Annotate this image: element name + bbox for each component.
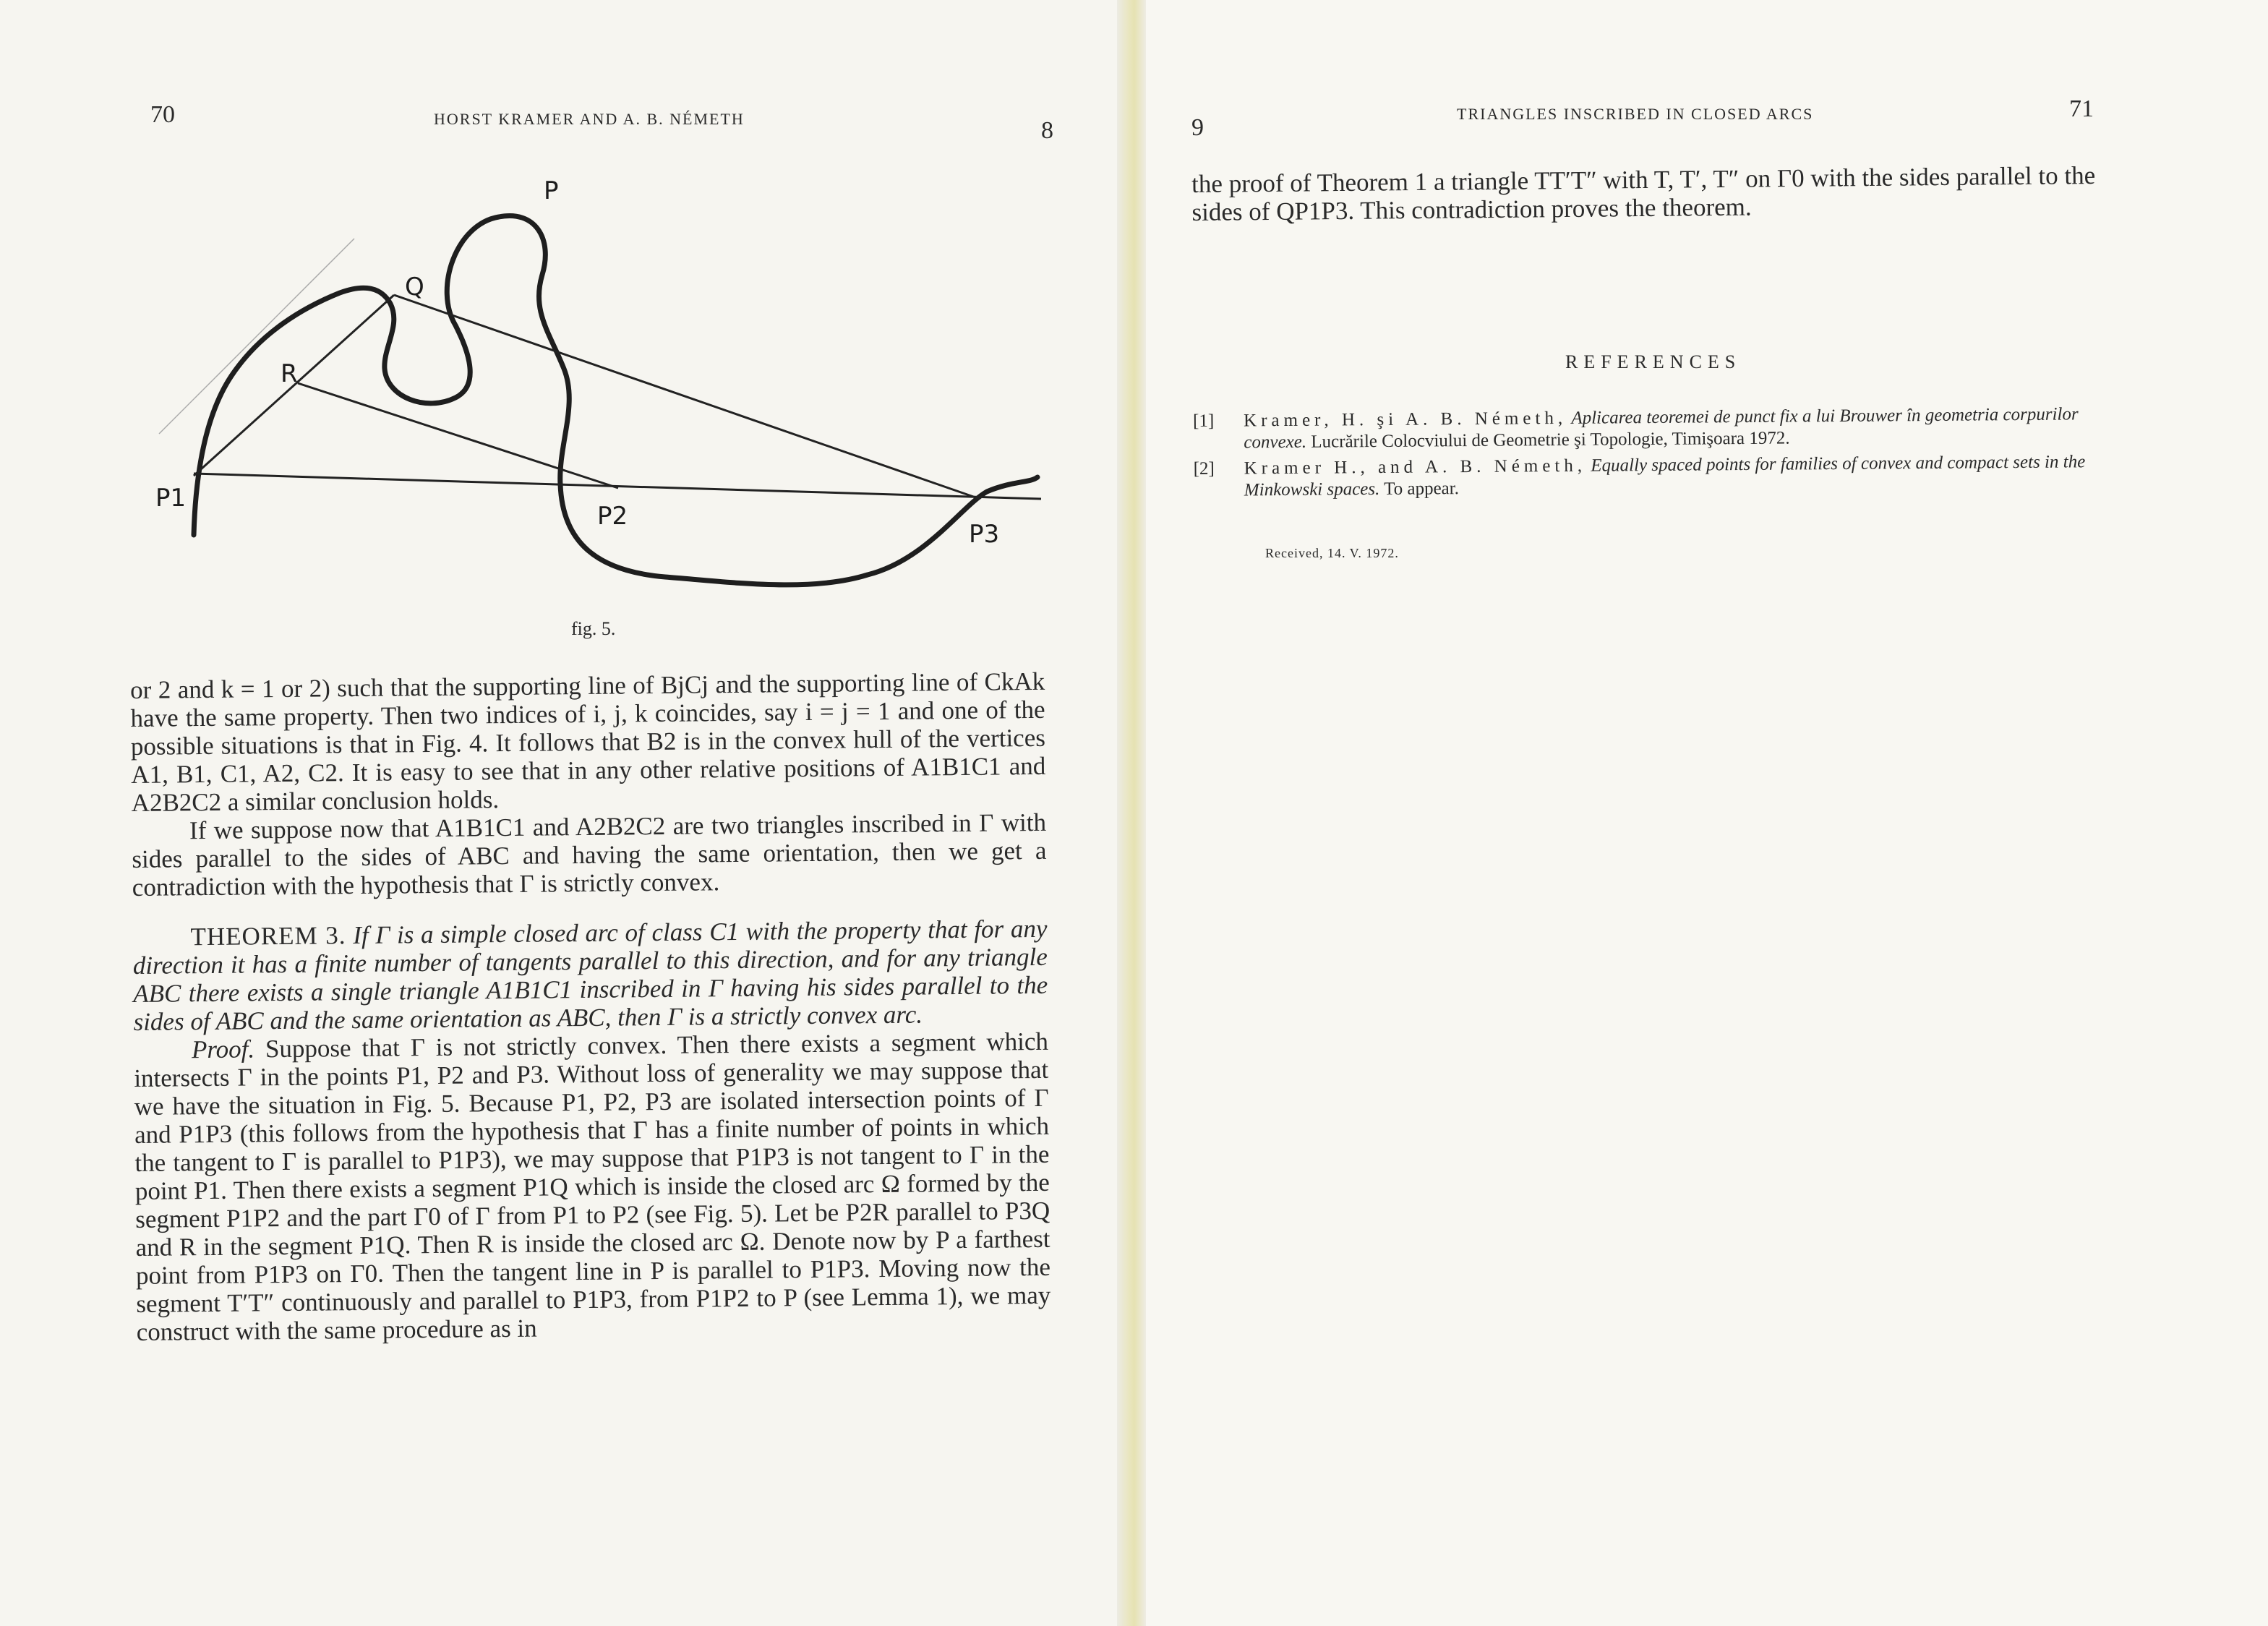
reference-title: Aplicarea teoremei de punct fix a lui Brouwer în geometria corpurilor convexe. [1244,404,2079,453]
theorem-3 [132,915,1048,1036]
reference-details: To appear. [1384,479,1460,499]
corner-mark-left: 8 [1041,117,1053,144]
label-q: Q [405,273,424,301]
paragraph-1: or 2 and k = 1 or 2) such that the supporting line of BjCj and the supporting line of CkAk have the same property. Then two indices of i, j, k coincides, say i = j = 1 and one of the possible situations is that in Fig. 4. It follows that B2 is in the convex hull of the vertices A1, B1, C1, A2, C2. It is easy to see that in any other relative positions of A1B1C1 and A2B2C2 a similar conclusion holds. [130,667,1046,817]
running-head-left: HORST KRAMER AND A. B. NÉMETH [434,110,745,128]
right-page [1146,0,2268,1626]
label-p: P [544,176,559,205]
references-list [1193,403,2097,506]
label-p1: P1 [155,484,187,513]
reference-number: [2] [1193,458,1215,479]
faint-guide-line [159,239,354,434]
left-page [0,0,1117,1626]
page-number-left: 70 [150,101,175,128]
page-number-right: 71 [2069,95,2094,122]
references-heading: REFERENCES [1565,351,1742,372]
right-body-text [1191,161,2096,226]
reference-title: Equally spaced points for families of convex and compact sets in the Minkowski spaces. [1244,452,2086,500]
corner-mark-right: 9 [1191,114,1204,141]
continuation-paragraph: the proof of Theorem 1 a triangle TT′T″ with T, T′, T″ on Γ0 with the sides parallel to the sides of QP1P3. This contradiction proves the theorem. [1191,161,2096,226]
proof-text: Suppose that Γ is not strictly convex. Then there exists a segment which intersects Γ in the points P1, P2 and P3. Without loss of generality we may suppose that we have the situation in Fig. 5. Because P1, P2, P3 are isolated intersection points of Γ and P1P3 (this follows from the hypothesis that Γ has a finite number of points in which the tangent to Γ is parallel to P1P3), we may suppose that P1P3 is not tangent to Γ in the point P1. Then there exists a segment P1Q which is inside the closed arc Ω formed by the segment P1P2 and the part Γ0 of Γ from P1 to P2 (see Fig. 5). Let be P2R parallel to P3Q and R in the segment P1Q. Then R is inside the closed arc Ω. Denote now by P a farthest point from P1P3 on Γ0. Then the tangent line in P is parallel to P1P3. Moving now the segment T′T″ continuously and parallel to P1P3, from P1P2 to P (see Lemma 1), we may construct with the same procedure as in [134,1027,1051,1346]
reference-authors: Kramer, H. şi A. B. Németh, [1244,408,1567,431]
line-p1-p3 [194,474,1041,499]
figure-caption: fig. 5. [571,618,616,639]
received-date: Received, 14. V. 1972. [1265,546,1399,560]
theorem-text: If Γ is a simple closed arc of class C1 with the property that for any direction it has a finite number of tangents parallel to this direction, and for any triangle ABC there exists a single triangle A1B1C1 inscribed in Γ having his sides parallel to the sides of ABC and the same orientation as ABC, then Γ is a strictly convex arc. [132,914,1048,1036]
figure-5 [116,159,1056,607]
line-q-p3 [394,295,980,499]
label-p3: P3 [969,520,1000,549]
figure-5-drawing [116,159,1056,607]
theorem-label: THEOREM 3. [190,921,346,951]
reference-item [1193,403,2097,454]
proof [134,1027,1051,1346]
label-r: R [281,359,298,388]
reference-item [1194,451,2097,502]
running-head-right: TRIANGLES INSCRIBED IN CLOSED ARCS [1457,105,1814,123]
paragraph-2: If we suppose now that A1B1C1 and A2B2C2 are two triangles inscribed in Γ with sides parallel to the sides of ABC and having the same orientation, then we get a contradiction with the hypothesis that Γ is strictly convex. [132,808,1047,902]
proof-label: Proof. [191,1035,255,1064]
left-body-text [130,667,1051,1346]
label-p2: P2 [597,502,628,531]
reference-number: [1] [1193,411,1215,431]
reference-authors: Kramer H., and A. B. Németh, [1244,455,1587,479]
reference-details: Lucrările Colocviului de Geometrie şi Topologie, Timişoara 1972. [1311,428,1790,452]
book-gutter [1117,0,1146,1626]
